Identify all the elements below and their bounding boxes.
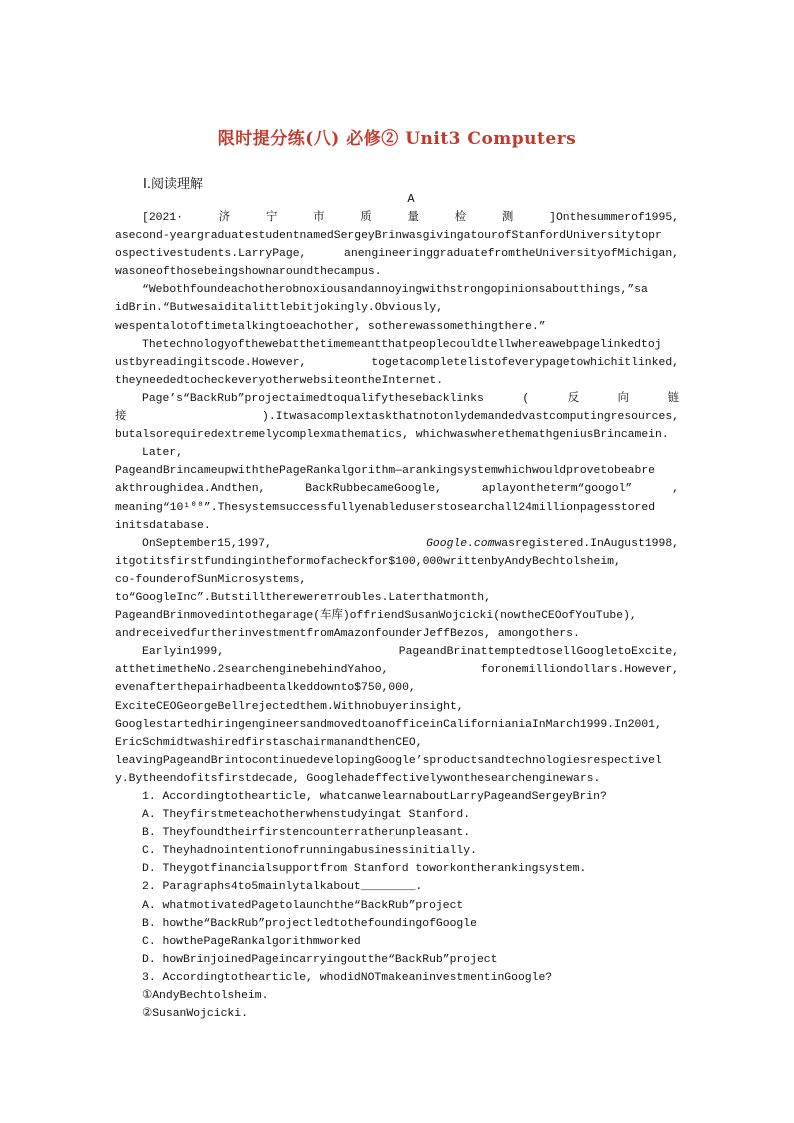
text-run: wasregistered.InAugust1998,	[494, 537, 679, 550]
text-run: PageandBrincameupwiththePageRankalgorithm—arankingsystemwhichwouldprovetobeabre	[115, 465, 656, 478]
question-stem: 2. Paragraphs4to5mainlytalkabout________.	[142, 881, 423, 894]
text-run: Earlyin1999,	[142, 646, 225, 659]
passage-line	[115, 408, 679, 426]
text-run: atthetimetheNo.2searchenginebehindYahoo,	[115, 664, 389, 677]
answer-option: A. Theyfirstmeteachotherwhenstudyingat Stanford.	[142, 809, 471, 822]
passage-line	[115, 462, 679, 480]
text-run: ,	[672, 483, 679, 496]
text-run: togetacompletelistofeverypagetowhichitlinked,	[371, 356, 679, 369]
passage-line	[115, 227, 679, 245]
text-run: 测	[501, 212, 514, 224]
answer-option: A. whatmotivatedPagetolaunchthe“BackRub”project	[142, 899, 464, 912]
text-run: 市	[313, 212, 325, 224]
passage-line	[115, 499, 679, 517]
passage-line	[115, 589, 679, 607]
text-run: theyneededtocheckeveryotherwebsiteontheInternet.	[115, 374, 444, 387]
answer-option: ②SusanWojcicki.	[142, 1008, 248, 1021]
passage-body	[115, 209, 679, 1023]
text-run: 宁	[265, 212, 278, 224]
passage-line	[115, 372, 679, 390]
passage-line	[115, 299, 679, 317]
text-run: foronemilliondollars.However,	[480, 664, 679, 677]
section-heading: Ⅰ.阅读理解	[143, 177, 203, 192]
question-stem: 3. Accordingtothearticle, whodidNOTmakeaninvestmentinGoogle?	[142, 971, 553, 984]
text-run: 济	[218, 212, 231, 224]
text-run: ).Itwasacomplextaskthatnotonlydemandedvastcomputingresources,	[262, 411, 679, 424]
text-run: OnSeptember15,1997,	[142, 537, 272, 550]
text-run: ustbyreadingitscode.However,	[115, 356, 307, 369]
text-run: andreceivedfurtherinvestmentfromAmazonfounderJeffBezos, amongothers.	[115, 628, 580, 641]
text-run: 质	[360, 212, 372, 224]
passage-line	[115, 209, 679, 227]
passage-line	[115, 607, 679, 625]
answer-option: B. howthe“BackRub”projectledtothefoundingofGoogle	[142, 917, 477, 930]
text-run: wasoneofthosebeingshownaroundthecampus.	[115, 266, 382, 279]
passage-line	[115, 698, 679, 716]
answer-option: B. Theyfoundtheirfirstencounterratherunpleasant.	[142, 827, 471, 840]
passage-line	[115, 263, 679, 281]
text-run: co-founderofSunMicrosystems,	[115, 573, 307, 586]
passage-line	[115, 643, 679, 661]
passage-line	[115, 444, 679, 462]
passage-line	[115, 553, 679, 571]
text-run: BackRubbecameGoogle,	[305, 483, 442, 496]
passage-line	[115, 281, 679, 299]
text-run: butalsorequiredextremelycomplexmathematics, whichwaswherethemathgeniusBrincamein.	[115, 429, 669, 442]
text-run: PageandBrinattemptedtosellGoogletoExcite,	[398, 646, 679, 659]
passage-line	[115, 661, 679, 679]
page-title: 限时提分练(八) 必修② Unit3 Computers	[217, 129, 577, 149]
answer-option: D. howBrinjoinedPageincarryingoutthe“BackRub”project	[142, 953, 498, 966]
passage-line	[115, 354, 679, 372]
text-run: akthroughidea.Andthen,	[115, 483, 266, 496]
text-run: 反	[567, 392, 580, 405]
text-run: EricSchmidtwashiredfirstaschairmanandthenCEO,	[115, 736, 423, 749]
text-run: 接	[115, 411, 127, 424]
text-run: Later,	[142, 447, 184, 460]
text-run: y.Bytheendofitsfirstdecade, Googlehadeffectivelywonthesearchenginewars.	[115, 772, 601, 785]
text-run: evenafterthepairhadbeentalkeddownto$750,000,	[115, 682, 416, 695]
text-run: Thetechnologyofthewebatthetimemeantthatpeoplecouldtellwhereawebpagelinkedtoj	[142, 338, 662, 351]
text-run: to“GoogleInc”.Butstilltherewerетroubles.Laterthatmonth,	[115, 591, 491, 604]
passage-line	[115, 480, 679, 498]
text-run: initsdatabase.	[115, 519, 211, 532]
passage-line	[115, 679, 679, 697]
passage-line	[115, 752, 679, 770]
passage-line	[115, 535, 679, 553]
passage-line	[115, 571, 679, 589]
answer-option: C. Theyhadnointentionofrunningabusinessinitially.	[142, 845, 477, 858]
text-run: idBrin.“Butwesaiditalittlebitjokingly.Obviously,	[115, 302, 444, 315]
text-run: ]Onthesummerof1995,	[549, 212, 679, 224]
passage-label: A	[407, 192, 415, 206]
text-run: itgotitsfirstfundingintheformofacheckfor$100,000writtenbyAndyBechtolsheim,	[115, 555, 621, 568]
text-run: anengineeringgraduatefromtheUniversityofMichigan,	[344, 248, 679, 261]
text-run: Page’s“BackRub”projectaimedtoqualifythesebacklinks	[142, 392, 484, 405]
text-run: ExciteCEOGeorgeBellrejectedthem.Withnobuyerinsight,	[115, 700, 464, 713]
text-run: ospectivestudents.LarryPage,	[115, 248, 307, 261]
text-run: meaning“10¹⁰⁰”.Thesystemsuccessfullyenableduserstosearchall24millionpagesstored	[115, 501, 656, 514]
passage-line	[115, 390, 679, 408]
text-run: leavingPageandBrintocontinuedevelopingGoogle’sproductsandtechnologiesrespectivel	[115, 754, 662, 767]
text-run: (	[522, 392, 530, 405]
text-run: 量	[407, 212, 419, 224]
text-run: 向	[617, 392, 630, 405]
passage-line	[115, 625, 679, 643]
passage-line	[115, 318, 679, 336]
passage-line	[115, 734, 679, 752]
website-name: Google.com	[426, 537, 495, 550]
text-run: 检	[454, 212, 467, 224]
text-run: PageandBrinmovedintothegarage(车库)offriendSusanWojcicki(nowtheCEOofYouTube),	[115, 610, 637, 623]
text-run: “Webothfoundeachotherobnoxiousandannoyingwithstrongopinionsaboutthings,”sa	[142, 284, 648, 297]
passage-line	[115, 336, 679, 354]
answer-option: ①AndyBechtolsheim.	[142, 990, 269, 1003]
answer-option: C. howthePageRankalgorithmworked	[142, 935, 361, 948]
question-stem: 1. Accordingtothearticle, whatcanwelearnaboutLarryPageandSergeyBrin?	[142, 791, 607, 803]
answer-option: D. Theygotfinancialsupportfrom Stanford toworkontherankingsystem.	[142, 863, 587, 876]
passage-line	[115, 770, 679, 788]
passage-line	[115, 426, 679, 444]
text-run: [2021·	[142, 212, 184, 224]
text-run: aplayontheterm“googol”	[481, 483, 633, 496]
text-run: GooglestartedhiringengineersandmovedtoanofficeinCalifornianiaInMarch1999.In2001,	[115, 718, 662, 731]
passage-line	[115, 716, 679, 734]
passage-line	[115, 245, 679, 263]
passage-line	[115, 517, 679, 535]
text-run: wespentalotoftimetalkingtoeachother, sotherewassomethingthere.”	[115, 320, 546, 333]
text-run: 链	[667, 392, 679, 405]
text-run: asecond-yeargraduatestudentnamedSergeyBrinwasgivingatourofStanfordUniversitytopr	[115, 230, 662, 243]
